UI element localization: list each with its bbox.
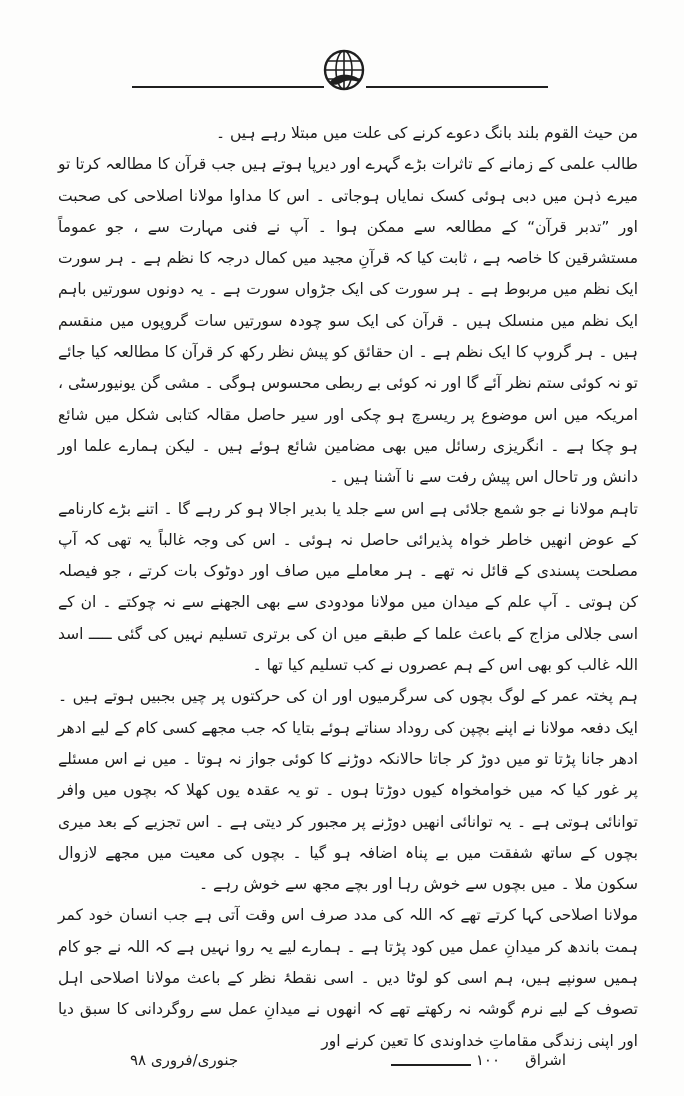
footer-rule [391,1064,471,1066]
issue-date: جنوری/فروری ۹۸ [130,1051,239,1069]
header-rule-left [366,86,548,88]
globe-with-hand-icon [323,49,365,91]
magazine-name: اشراق [525,1051,566,1069]
header-rule-right [132,86,324,88]
page-header [0,0,684,100]
article-body [58,118,638,1057]
paragraph-2: طالب علمی کے زمانے کے تاثرات بڑے گہرے اور دیرپا ہوتے ہیں جب قرآن کا مطالعہ کرتا تو میرے ذہن میں دبی ہوئی کسک نمایاں ہوجاتی ۔ اس کا مداوا مولانا اصلاحی کی صحبت اور ”تدبر قرآن“ کے مطالعہ سے ممکن ہوا ۔ آپ نے فنی مہارت سے ، جو عموماً مستشرقین کا خاصہ ہے ، ثابت کیا کہ قرآنِ مجید میں کمال درجہ کا نظم ہے ۔ ہر سورت ایک نظم میں مربوط ہے ۔ ہر سورت کی ایک جڑواں سورت ہے ۔ یہ دونوں سورتیں باہم ایک نظم میں منسلک ہیں ۔ قرآن کی ایک سو چودہ سورتیں سات گروپوں میں منقسم ہیں ۔ ہر گروپ کا ایک نظم ہے ۔ ان حقائق کو پیش نظر رکھ کر قرآن کا مطالعہ کیا جائے تو نہ کوئی ستم نظر آئے گا اور نہ کوئی بے ربطی محسوس ہوگی ۔ مشی گن یونیورسٹی ، امریکہ میں اس موضوع پر ریسرچ ہو چکی اور سیر حاصل مقالہ کتابی شکل میں شائع ہو چکا ہے ۔ انگریزی رسائل میں بھی مضامین شائع ہوئے ہیں ۔ لیکن ہمارے علما اور دانش ور تاحال اس پیش رفت سے نا آشنا ہیں ۔ [58,155,638,487]
page-number: ۱۰۰ [475,1051,500,1069]
paragraph-5: مولانا اصلاحی کہا کرتے تھے کہ اللہ کی مدد صرف اس وقت آتی ہے جب انسان خود کمر ہمت باندھ کر میدانِ عمل میں کود پڑتا ہے ۔ ہمارے لیے یہ روا نہیں ہے کہ اللہ نے جو کام ہمیں سونپے ہیں، ہم اسی کو لوٹا دیں ۔ اسی نقطۂ نظر کے باعث مولانا اصلاحی اہل تصوف کے لیے نرم گوشہ نہ رکھتے تھے کہ انھوں نے میدانِ عمل سے روگردانی کا سبق دیا اور اپنی زندگی مقاماتِ خداوندی کا تعین کرنے اور [58,906,638,1050]
page-footer [130,1046,566,1074]
paragraph-4: ہم پختہ عمر کے لوگ بچوں کی سرگرمیوں اور ان کی حرکتوں پر چیں بجبیں ہوتے ہیں ۔ ایک دفعہ مولانا نے اپنے بچپن کی روداد سناتے ہوئے بتایا کہ جب مجھے کسی کام کے لیے ادھر ادھر جانا پڑتا تو میں دوڑ کر جاتا حالانکہ دوڑنے کا کوئی جواز نہ ہوتا ۔ میں نے اس مسئلے پر غور کیا کہ میں خوامخواہ کیوں دوڑتا ہوں ۔ تو یہ عقدہ یوں کھلا کہ بچوں میں وافر توانائی ہوتی ہے ۔ یہ توانائی انھیں دوڑنے پر مجبور کر دیتی ہے ۔ اس تجزیے کے بعد میری بچوں کے ساتھ شفقت میں بے پناہ اضافہ ہو گیا ۔ بچوں کی معیت میں مجھے لازوال سکون ملا ۔ میں بچوں سے خوش رہا اور بچے مجھ سے خوش رہے ۔ [58,687,638,894]
paragraph-1: من حیث القوم بلند بانگ دعوے کرنے کی علت میں مبتلا رہے ہیں ۔ [215,124,638,142]
paragraph-3: تاہم مولانا نے جو شمع جلائی ہے اس سے جلد یا بدیر اجالا ہو کر رہے گا ۔ اتنے بڑے کارنامے کے عوض انھیں خاطر خواہ پذیرائی حاصل نہ ہوئی ۔ اس کی وجہ غالباً یہ تھی کہ آپ مصلحت پسندی کے قائل نہ تھے ۔ ہر معاملے میں صاف اور دوٹوک بات کرتے ، جو فیصلہ کن ہوتی ۔ آپ علم کے میدان میں مولانا مودودی سے بھی الجھنے سے نہ چوکتے ۔ ان کے اسی جلالی مزاج کے باعث علما کے طبقے میں ان کی برتری تسلیم نہیں کی گئی ـــــ اسد اللہ غالب کو بھی اس کے ہم عصروں نے کب تسلیم کیا تھا ۔ [58,499,638,675]
